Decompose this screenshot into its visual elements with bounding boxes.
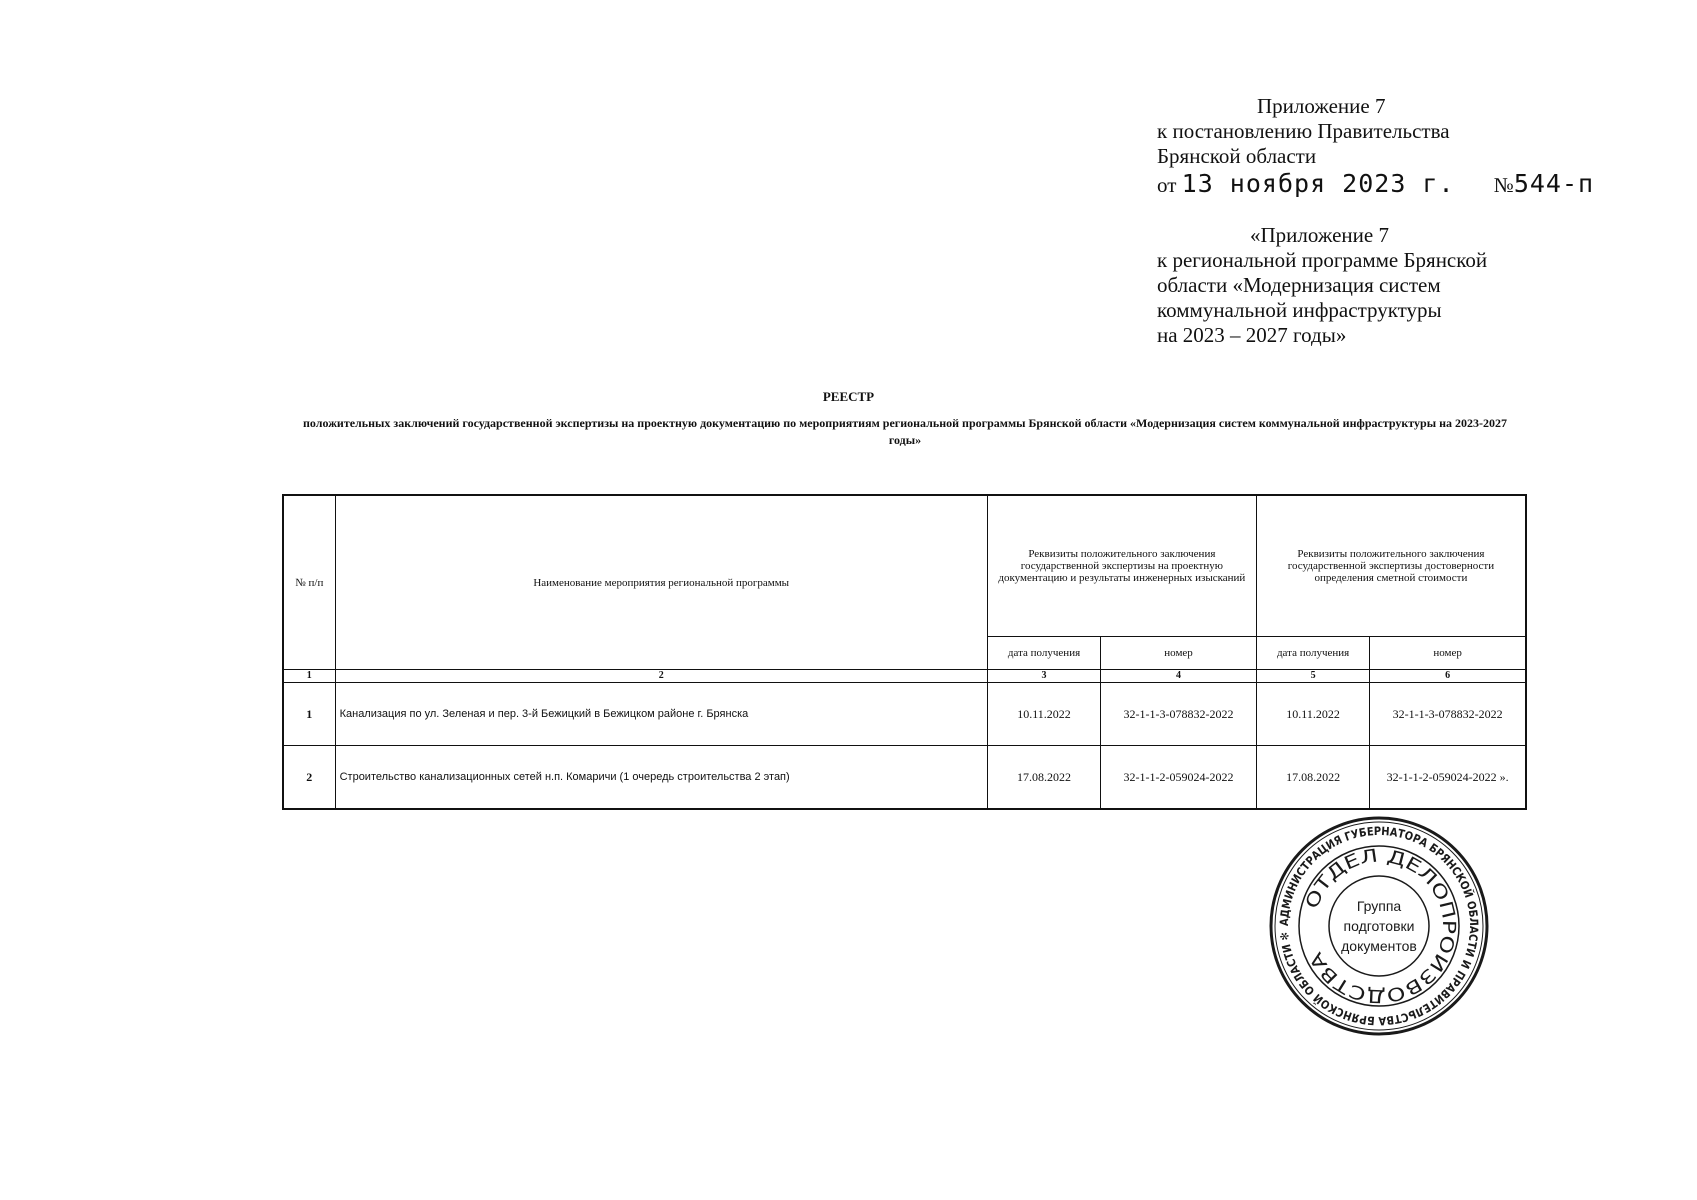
- row-number-cost: 32-1-1-3-078832-2022: [1370, 683, 1526, 746]
- column-header-date-1: дата получения: [987, 637, 1100, 670]
- seal-center-line-2: подготовки: [1343, 918, 1415, 934]
- header-line-2: к постановлению Правительства: [1157, 119, 1450, 143]
- row-number-cost: 32-1-1-2-059024-2022 ».: [1370, 746, 1526, 810]
- document-title: РЕЕСТР: [822, 389, 875, 404]
- attachment-line-3: области «Модернизация систем: [1157, 273, 1441, 297]
- row-date-project: 10.11.2022: [987, 683, 1100, 746]
- official-seal-stamp: [1267, 814, 1491, 1038]
- column-header-number: № п/п: [283, 495, 335, 670]
- column-index-row: [283, 670, 1526, 683]
- row-date-cost: 10.11.2022: [1256, 683, 1369, 746]
- number-value: 544-п: [1513, 169, 1595, 198]
- document-subtitle: положительных заключений государственной экспертизы на проектную документацию по мероприятиям региональной программы Брянской области «Модернизация систем коммунальной инфраструктуры на 2023-2027 годы»: [303, 416, 1507, 447]
- column-group-project-expertise: Реквизиты положительного заключения государственной экспертизы на проектную документацию и результаты инженерных изысканий: [987, 495, 1256, 637]
- header-date-line: [1157, 171, 1657, 198]
- registry-table: [282, 494, 1527, 810]
- column-header-number-2: номер: [1370, 637, 1526, 670]
- column-header-name: Наименование мероприятия региональной программы: [335, 495, 987, 670]
- column-index: 2: [335, 670, 987, 683]
- seal-inner-text: ОТДЕЛ ДЕЛОПРОИЗВОДСТВА: [1301, 845, 1460, 1007]
- date-prefix: от: [1157, 173, 1177, 197]
- attachment-header: [1157, 223, 1657, 348]
- column-index: 3: [987, 670, 1100, 683]
- table-header-row: [283, 495, 1526, 637]
- table-row: [283, 746, 1526, 810]
- column-index: 5: [1256, 670, 1369, 683]
- row-date-cost: 17.08.2022: [1256, 746, 1369, 810]
- date-value: 13 ноября 2023 г.: [1181, 169, 1455, 198]
- table-row: [283, 683, 1526, 746]
- column-index: 4: [1101, 670, 1257, 683]
- column-header-number-1: номер: [1101, 637, 1257, 670]
- seal-center-line-3: документов: [1341, 938, 1417, 954]
- attachment-line-2: к региональной программе Брянской: [1157, 248, 1488, 272]
- attachment-line-1: «Приложение 7: [1250, 223, 1389, 247]
- column-index: 1: [283, 670, 335, 683]
- column-group-cost-expertise: Реквизиты положительного заключения государственной экспертизы достоверности определения сметной стоимости: [1256, 495, 1526, 637]
- row-number: 1: [283, 683, 335, 746]
- header-line-3: Брянской области: [1157, 144, 1317, 168]
- row-number: 2: [283, 746, 335, 810]
- row-number-project: 32-1-1-3-078832-2022: [1101, 683, 1257, 746]
- approval-header: [1157, 94, 1657, 198]
- seal-center-line-1: Группа: [1356, 898, 1402, 914]
- attachment-line-4: коммунальной инфраструктуры: [1157, 298, 1442, 322]
- row-number-project: 32-1-1-2-059024-2022: [1101, 746, 1257, 810]
- row-activity-name: Строительство канализационных сетей н.п. Комаричи (1 очередь строительства 2 этап): [335, 746, 987, 810]
- row-activity-name: Канализация по ул. Зеленая и пер. 3-й Бежицкий в Бежицком районе г. Брянска: [335, 683, 987, 746]
- column-index: 6: [1370, 670, 1526, 683]
- column-header-date-2: дата получения: [1256, 637, 1369, 670]
- header-line-1: Приложение 7: [1257, 94, 1386, 118]
- row-date-project: 17.08.2022: [987, 746, 1100, 810]
- seal-outer-text: АДМИНИСТРАЦИЯ ГУБЕРНАТОРА БРЯНСКОЙ ОБЛАСТИ И ПРАВИТЕЛЬСТВА БРЯНСКОЙ ОБЛАСТИ ✻: [1276, 823, 1482, 1029]
- attachment-line-5: на 2023 – 2027 годы»: [1157, 323, 1347, 347]
- number-label: №: [1493, 173, 1514, 197]
